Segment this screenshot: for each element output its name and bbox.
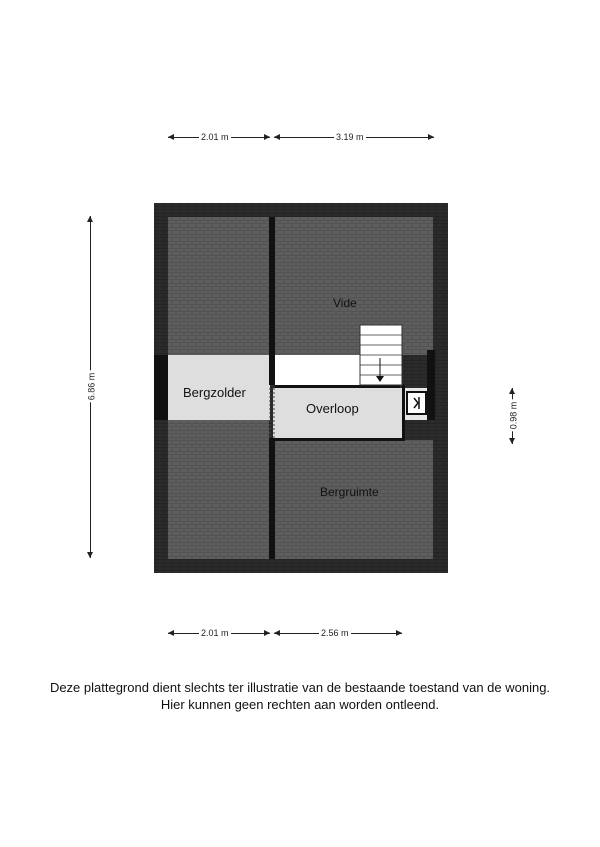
wall-right-stub bbox=[427, 350, 435, 420]
disclaimer-line-2: Hier kunnen geen rechten aan worden ontleend. bbox=[160, 697, 440, 712]
floor-stair-area bbox=[275, 355, 360, 386]
wall-overloop-right bbox=[402, 385, 405, 441]
dimension-label: 6.86 m bbox=[86, 372, 97, 401]
dimension-label: 2.56 m bbox=[321, 628, 349, 638]
roof-area-top-right bbox=[275, 217, 433, 355]
disclaimer-line-1: Deze plattegrond dient slechts ter illustratie van de bestaande toestand van de woning. bbox=[49, 680, 551, 695]
dimension-label: 2.01 m bbox=[201, 628, 229, 638]
dimension-label: 2.01 m bbox=[201, 132, 229, 142]
roof-area-top-left bbox=[168, 217, 269, 355]
room-label-bergruimte: Bergruimte bbox=[320, 485, 379, 499]
dimension-label: 3.19 m bbox=[336, 132, 364, 142]
wall-central-top bbox=[269, 217, 275, 385]
room-label-bergzolder: Bergzolder bbox=[183, 385, 246, 400]
wall-left-stub bbox=[154, 355, 168, 420]
roof-area-bottom-right bbox=[275, 440, 433, 559]
wall-central-bottom bbox=[269, 438, 275, 559]
boiler-icon bbox=[407, 392, 426, 414]
disclaimer bbox=[0, 679, 600, 713]
staircase bbox=[360, 325, 402, 385]
room-label-overloop: Overloop bbox=[306, 401, 359, 416]
dimension-label: 0.98 m bbox=[508, 401, 519, 430]
wall-overloop-bottom bbox=[275, 438, 405, 441]
room-label-vide: Vide bbox=[333, 296, 357, 310]
roof-area-bottom-left bbox=[168, 420, 269, 559]
